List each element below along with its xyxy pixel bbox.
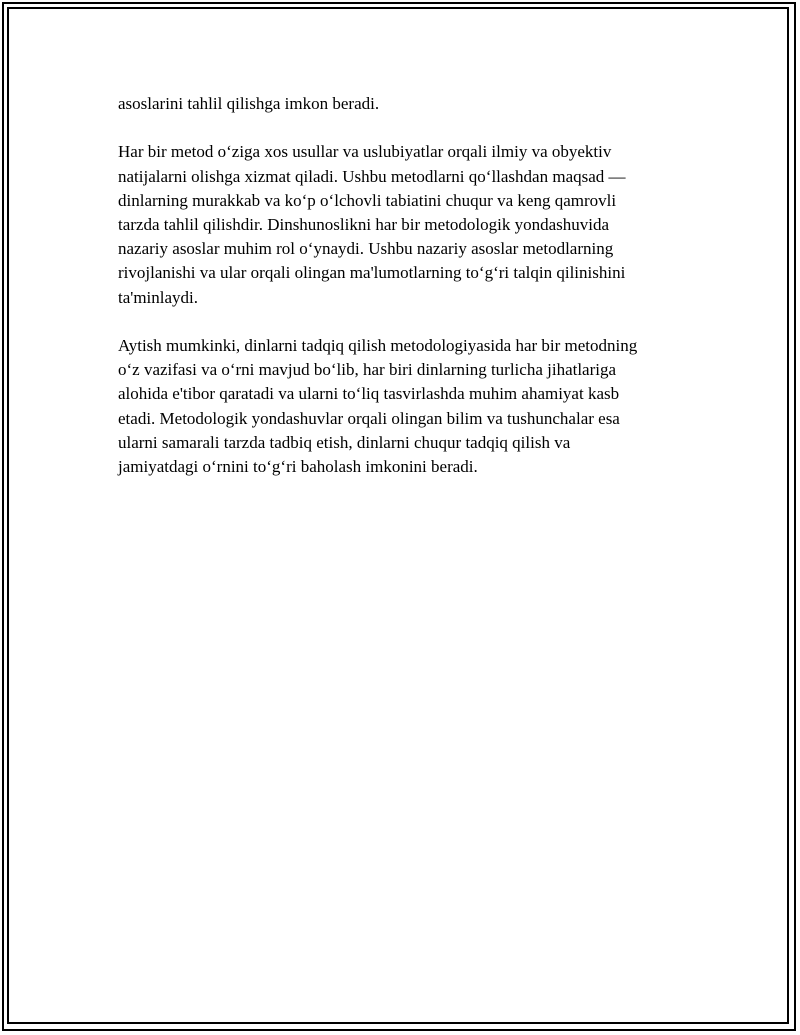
- text-line: natijalarni olishga xizmat qiladi. Ushbu metodlarni qo‘llashdan maqsad —: [118, 166, 626, 186]
- text-line: dinlarning murakkab va ko‘p o‘lchovli tabiatini chuqur va keng qamrovli: [118, 190, 617, 210]
- text-line: nazariy asoslar muhim rol o‘ynaydi. Ushbu nazariy asoslar metodlarning: [118, 239, 614, 259]
- text-line: etadi. Metodologik yondashuvlar orqali olingan bilim va tushunchalar esa: [118, 408, 620, 428]
- document-body: [118, 92, 698, 503]
- text-line: Aytish mumkinki, dinlarni tadqiq qilish metodologiyasida har bir metodning: [118, 336, 638, 355]
- text-line: ularni samarali tarzda tadbiq etish, dinlarni chuqur tadqiq qilish va: [118, 432, 571, 452]
- paragraph-1: [118, 92, 698, 116]
- text-line: jamiyatdagi o‘rnini to‘g‘ri baholash imkonini beradi.: [118, 457, 478, 477]
- text-line: Har bir metod o‘ziga xos usullar va uslubiyatlar orqali ilmiy va obyektiv: [118, 142, 612, 162]
- paragraph-2: [118, 140, 698, 309]
- text-line: tarzda tahlil qilishdir. Dinshunoslikni har bir metodologik yondashuvida: [118, 215, 610, 234]
- text-line: ta'minlaydi.: [118, 287, 199, 307]
- text-line: o‘z vazifasi va o‘rni mavjud bo‘lib, har biri dinlarning turlicha jihatlariga: [118, 360, 617, 380]
- text-line: alohida e'tibor qaratadi va ularni to‘liq tasvirlashda muhim ahamiyat kasb: [118, 384, 620, 404]
- text-line: asoslarini tahlil qilishga imkon beradi.: [118, 94, 380, 113]
- paragraph-3: [118, 334, 698, 479]
- text-line: rivojlanishi va ular orqali olingan ma'lumotlarning to‘g‘ri talqin qilinishini: [118, 263, 626, 283]
